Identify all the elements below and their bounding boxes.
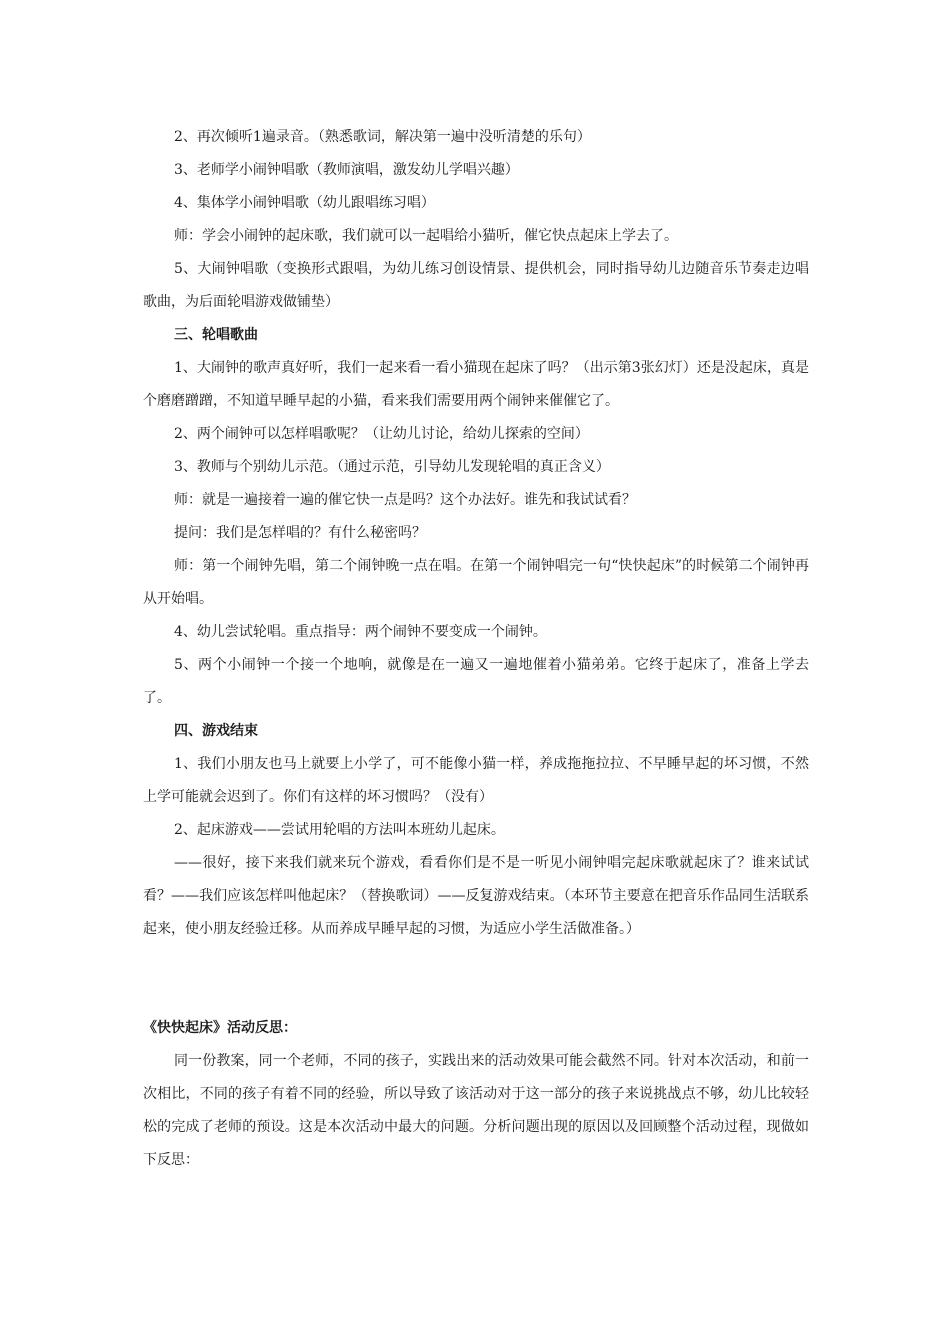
paragraph-teacher-line: 师：学会小闹钟的起床歌，我们就可以一起唱给小猫听，催它快点起床上学去了。 (174, 228, 678, 244)
paragraph-teacher-explain: 师：第一个闹钟先唱，第二个闹钟晚一点在唱。在第一个闹钟唱完一句“快快起床”的时候第二个闹钟再从开始唱。 (143, 558, 809, 607)
paragraph-step-2: 2、再次倾听1遍录音。（熟悉歌词，解决第一遍中没听清楚的乐句） (174, 129, 591, 145)
paragraph-round-4: 4、幼儿尝试轮唱。重点指导：两个闹钟不要变成一个闹钟。 (174, 624, 547, 640)
paragraph-step-4: 4、集体学小闹钟唱歌（幼儿跟唱练习唱） (174, 195, 435, 211)
paragraph-step-5: 5、大闹钟唱歌（变换形式跟唱，为幼儿练习创设情景、提供机会，同时指导幼儿边随音乐节奏走边唱歌曲，为后面轮唱游戏做铺垫） (143, 261, 809, 310)
paragraph-round-5: 5、两个小闹钟一个接一个地响，就像是在一遍又一遍地催着小猫弟弟。它终于起床了，准备上学去了。 (143, 657, 809, 706)
section-heading-game-end: 四、游戏结束 (174, 723, 258, 739)
section-heading-round-singing: 三、轮唱歌曲 (174, 327, 258, 343)
paragraph-round-1: 1、大闹钟的歌声真好听，我们一起来看一看小猫现在起床了吗？（出示第3张幻灯）还是没起床，真是个磨磨蹭蹭，不知道早睡早起的小猫，看来我们需要用两个闹钟来催催它了。 (143, 360, 809, 409)
document-body (143, 121, 809, 1177)
paragraph-question: 提问：我们是怎样唱的？有什么秘密吗？ (174, 525, 426, 541)
reflection-body: 同一份教案，同一个老师，不同的孩子，实践出来的活动效果可能会截然不同。针对本次活动，和前一次相比，不同的孩子有着不同的经验，所以导致了该活动对于这一部分的孩子来说挑战点不够，幼儿比较轻松的完成了老师的预设。这是本次活动中最大的问题。分析问题出现的原因以及回顾整个活动过程，现做如下反思： (143, 1053, 809, 1168)
paragraph-game-1: 1、我们小朋友也马上就要上小学了，可不能像小猫一样，养成拖拖拉拉、不早睡早起的坏习惯，不然上学可能就会迟到了。你们有这样的坏习惯吗？（没有） (143, 756, 809, 805)
paragraph-round-2: 2、两个闹钟可以怎样唱歌呢？（让幼儿讨论，给幼儿探索的空间） (174, 426, 589, 442)
section-spacer (143, 946, 809, 1012)
paragraph-round-3: 3、教师与个别幼儿示范。（通过示范，引导幼儿发现轮唱的真正含义） (174, 459, 610, 475)
paragraph-step-3: 3、老师学小闹钟唱歌（教师演唱，激发幼儿学唱兴趣） (174, 162, 519, 178)
paragraph-teacher-try: 师：就是一遍接着一遍的催它快一点是吗？这个办法好。谁先和我试试看？ (174, 492, 636, 508)
reflection-title: 《快快起床》活动反思： (143, 1020, 297, 1036)
paragraph-game-dialogue: ——很好，接下来我们就来玩个游戏，看看你们是不是一听见小闹钟唱完起床歌就起床了？谁来试试看？——我们应该怎样叫他起床？（替换歌词）——反复游戏结束。（本环节主要意在把音乐作品同生活联系起来，使小朋友经验迁移。从而养成早睡早起的习惯，为适应小学生活做准备。） (143, 855, 809, 937)
paragraph-game-2: 2、起床游戏——尝试用轮唱的方法叫本班幼儿起床。 (174, 822, 505, 838)
